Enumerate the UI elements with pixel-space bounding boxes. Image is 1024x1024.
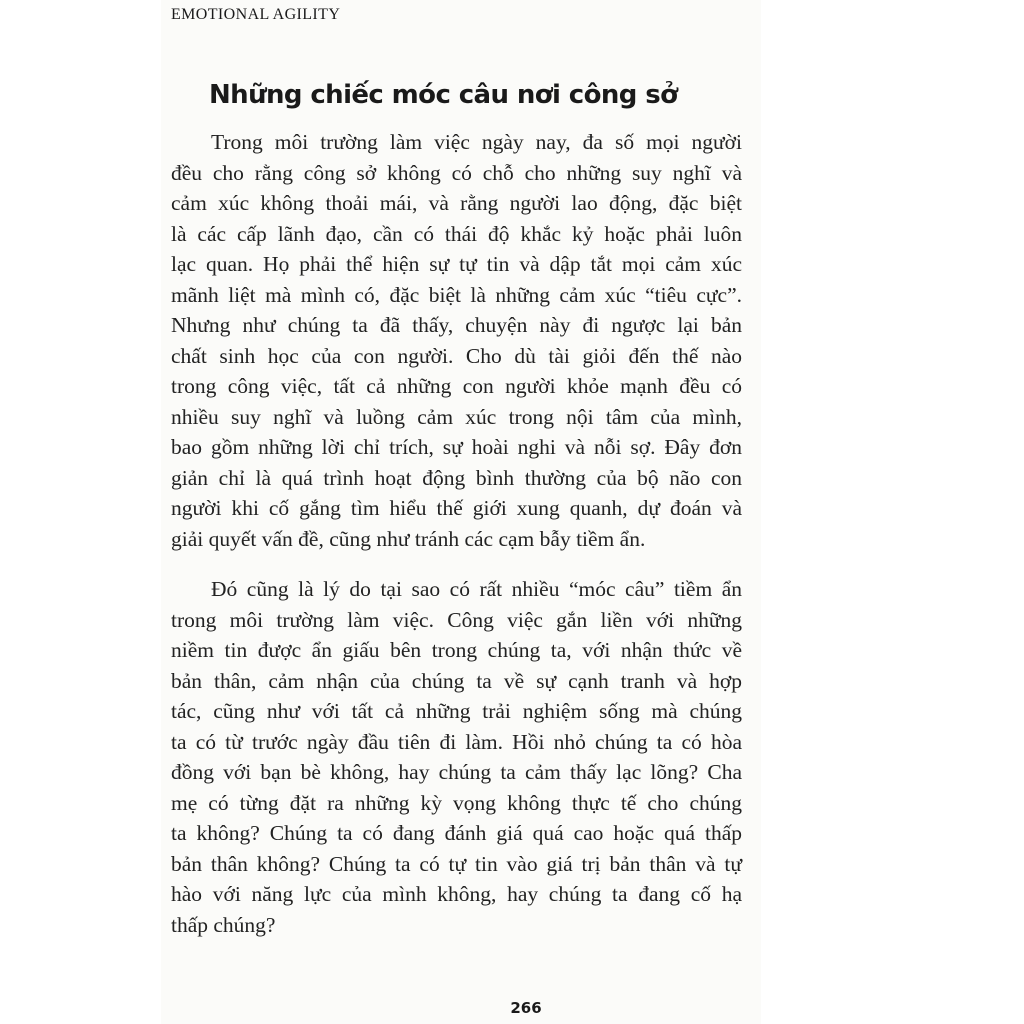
- text-line: ta có từ trước ngày đầu tiên đi làm. Hồi nhỏ chúng ta có hòa: [171, 729, 742, 754]
- text-line: hào với năng lực của mình không, hay chúng ta đang cố hạ: [171, 882, 742, 906]
- text-line: người khi cố gắng tìm hiểu thế giới xung quanh, dự đoán và: [171, 496, 742, 520]
- text-line: Đó cũng là lý do tại sao có rất nhiều “móc câu” tiềm ẩn: [211, 577, 742, 601]
- running-head: EMOTIONAL AGILITY: [171, 6, 341, 23]
- text-line: giản chỉ là quá trình hoạt động bình thường của bộ não con: [171, 465, 742, 490]
- text-line: bao gồm những lời chỉ trích, sự hoài nghi và nỗi sợ. Đây đơn: [171, 435, 742, 459]
- text-line: niềm tin được ẩn giấu bên trong chúng ta, với nhận thức về: [171, 638, 742, 662]
- text-line: mãnh liệt mà mình có, đặc biệt là những cảm xúc “tiêu cực”.: [171, 282, 742, 307]
- text-line: bản thân, cảm nhận của chúng ta về sự cạnh tranh và hợp: [171, 668, 742, 693]
- text-line: đồng với bạn bè không, hay chúng ta cảm thấy lạc lõng? Cha: [171, 760, 742, 784]
- text-line: tác, cũng như với tất cả những trải nghiệm sống mà chúng: [171, 699, 742, 723]
- paragraph-1: [171, 127, 742, 554]
- paragraph-2: [171, 574, 742, 940]
- text-line: cảm xúc không thoải mái, và rằng người lao động, đặc biệt: [171, 191, 742, 215]
- text-line: giải quyết vấn đề, cũng như tránh các cạm bẫy tiềm ẩn.: [171, 526, 646, 551]
- text-line: lạc quan. Họ phải thể hiện sự tự tin và dập tắt mọi cảm xúc: [171, 252, 742, 276]
- text-line: trong môi trường làm việc. Công việc gắn liền với những: [171, 607, 742, 632]
- text-line: trong công việc, tất cả những con người khỏe mạnh đều có: [171, 374, 742, 398]
- text-line: là các cấp lãnh đạo, cần có thái độ khắc kỷ hoặc phải luôn: [171, 221, 742, 246]
- text-line: thấp chúng?: [171, 912, 276, 937]
- text-line: chất sinh học của con người. Cho dù tài giỏi đến thế nào: [171, 343, 742, 368]
- section-title: Những chiếc móc câu nơi công sở: [209, 80, 678, 110]
- text-line: Nhưng như chúng ta đã thấy, chuyện này đi ngược lại bản: [171, 313, 742, 337]
- text-line: bản thân không? Chúng ta có tự tin vào giá trị bản thân và tự: [171, 851, 742, 876]
- text-line: mẹ có từng đặt ra những kỳ vọng không thực tế cho chúng: [171, 790, 742, 815]
- page-number: 266: [510, 999, 542, 1017]
- text-line: ta không? Chúng ta có đang đánh giá quá cao hoặc quá thấp: [171, 821, 742, 845]
- text-line: Trong môi trường làm việc ngày nay, đa số mọi người: [211, 130, 742, 154]
- text-line: đều cho rằng công sở không có chỗ cho những suy nghĩ và: [171, 160, 742, 185]
- text-line: nhiều suy nghĩ và luồng cảm xúc trong nội tâm của mình,: [171, 404, 742, 429]
